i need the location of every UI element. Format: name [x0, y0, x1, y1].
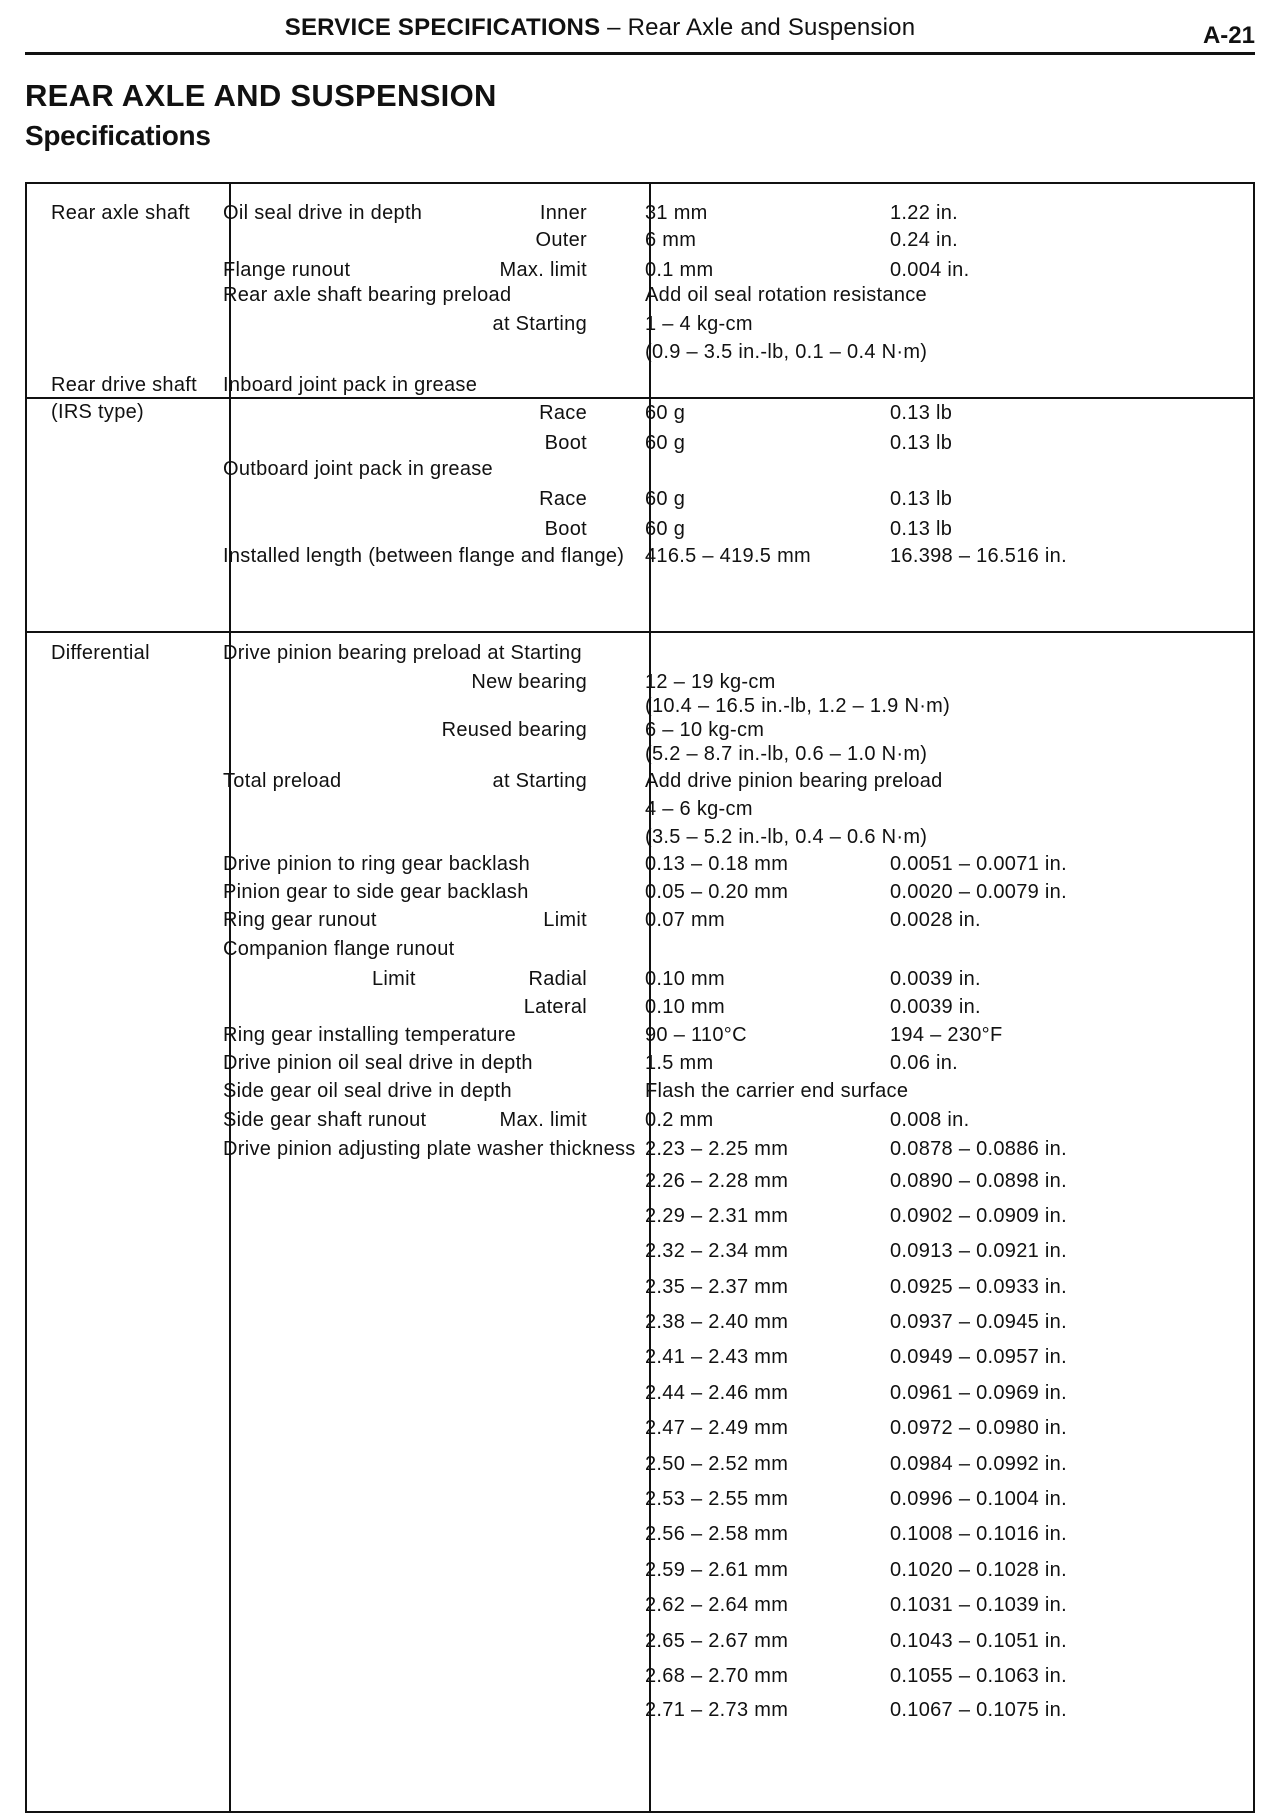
spec-item: Companion flange runout [223, 938, 455, 960]
metric-value: 2.44 – 2.46 mm [645, 1382, 789, 1404]
spec-qualifier: Lateral [523, 996, 587, 1018]
spec-item: Ring gear installing temperature [223, 1024, 517, 1046]
metric-value: (0.9 – 3.5 in.-lb, 0.1 – 0.4 N·m) [645, 341, 928, 363]
inch-value: 0.0039 in. [890, 996, 981, 1018]
group-name: Rear drive shaft [51, 374, 197, 396]
metric-value: (10.4 – 16.5 in.-lb, 1.2 – 1.9 N·m) [645, 695, 951, 717]
metric-value: 2.29 – 2.31 mm [645, 1205, 789, 1227]
metric-value: 0.1 mm [645, 259, 714, 281]
inch-value: 0.0996 – 0.1004 in. [890, 1488, 1067, 1510]
inch-value: 0.0961 – 0.0969 in. [890, 1382, 1067, 1404]
spec-item: Side gear shaft runout [223, 1109, 427, 1131]
spec-qualifier: Boot [544, 432, 587, 454]
spec-item: Pinion gear to side gear backlash [223, 881, 529, 903]
metric-value: 31 mm [645, 202, 708, 224]
metric-value: Flash the carrier end surface [645, 1080, 909, 1102]
inch-value: 0.1067 – 0.1075 in. [890, 1699, 1067, 1721]
spec-qualifier: Race [539, 402, 587, 424]
metric-value: 4 – 6 kg-cm [645, 798, 753, 820]
metric-value: 60 g [645, 488, 686, 510]
spec-item: Drive pinion to ring gear backlash [223, 853, 531, 875]
section-title: REAR AXLE AND SUSPENSION [25, 78, 497, 113]
group-divider [27, 631, 1253, 633]
metric-value: 0.07 mm [645, 909, 725, 931]
inch-value: 0.0972 – 0.0980 in. [890, 1417, 1067, 1439]
section-subtitle: Specifications [25, 120, 211, 151]
page-number: A-21 [1202, 22, 1255, 49]
metric-value: 2.53 – 2.55 mm [645, 1488, 789, 1510]
metric-value: 2.23 – 2.25 mm [645, 1138, 789, 1160]
spec-qualifier: Race [539, 488, 587, 510]
inch-value: 0.0890 – 0.0898 in. [890, 1170, 1067, 1192]
header-title [25, 14, 1175, 42]
spec-item: Drive pinion bearing preload at Starting [223, 642, 582, 664]
inch-value: 0.13 lb [890, 518, 953, 540]
spec-item: Drive pinion adjusting plate washer thickness [223, 1138, 636, 1160]
metric-value: 2.38 – 2.40 mm [645, 1311, 789, 1333]
spec-item: Rear axle shaft bearing preload [223, 284, 512, 306]
inch-value: 0.06 in. [890, 1052, 959, 1074]
spec-item: Flange runout [223, 259, 351, 281]
metric-value: 6 mm [645, 229, 697, 251]
metric-value: 90 – 110°C [645, 1024, 747, 1046]
spec-qualifier: Boot [544, 518, 587, 540]
metric-value: 2.68 – 2.70 mm [645, 1665, 789, 1687]
spec-qualifier: Max. limit [499, 259, 587, 281]
spec-item: Ring gear runout [223, 909, 377, 931]
inch-value: 0.0902 – 0.0909 in. [890, 1205, 1067, 1227]
metric-value: 0.10 mm [645, 996, 725, 1018]
spec-qualifier: Inner [539, 202, 587, 224]
metric-value: (5.2 – 8.7 in.-lb, 0.6 – 1.0 N·m) [645, 743, 928, 765]
metric-value: (3.5 – 5.2 in.-lb, 0.4 – 0.6 N·m) [645, 826, 928, 848]
metric-value: 2.35 – 2.37 mm [645, 1276, 789, 1298]
inch-value: 0.0039 in. [890, 968, 981, 990]
metric-value: 2.71 – 2.73 mm [645, 1699, 789, 1721]
inch-value: 0.0028 in. [890, 909, 981, 931]
spec-qualifier: New bearing [471, 671, 587, 693]
metric-value: 60 g [645, 402, 686, 424]
inch-value: 0.1043 – 0.1051 in. [890, 1630, 1067, 1652]
metric-value: 2.62 – 2.64 mm [645, 1594, 789, 1616]
metric-value: 6 – 10 kg-cm [645, 719, 765, 741]
metric-value: 416.5 – 419.5 mm [645, 545, 812, 567]
inch-value: 194 – 230°F [890, 1024, 1003, 1046]
inch-value: 1.22 in. [890, 202, 959, 224]
header-title-rest: – Rear Axle and Suspension [600, 14, 916, 41]
spec-item: Total preload [223, 770, 342, 792]
spec-item: Drive pinion oil seal drive in depth [223, 1052, 533, 1074]
inch-value: 0.0913 – 0.0921 in. [890, 1240, 1067, 1262]
inch-value: 0.13 lb [890, 402, 953, 424]
header-title-bold: SERVICE SPECIFICATIONS [284, 14, 601, 41]
inch-value: 0.008 in. [890, 1109, 970, 1131]
inch-value: 0.0984 – 0.0992 in. [890, 1453, 1067, 1475]
inch-value: 0.1055 – 0.1063 in. [890, 1665, 1067, 1687]
metric-value: Add oil seal rotation resistance [645, 284, 927, 306]
spec-sub-label: Limit [372, 968, 416, 990]
metric-value: 2.56 – 2.58 mm [645, 1523, 789, 1545]
spec-qualifier: Max. limit [499, 1109, 587, 1131]
metric-value: 0.05 – 0.20 mm [645, 881, 789, 903]
spec-qualifier: at Starting [492, 770, 587, 792]
inch-value: 0.1031 – 0.1039 in. [890, 1594, 1067, 1616]
spec-item: Inboard joint pack in grease [223, 374, 478, 396]
spec-item: Installed length (between flange and flange) [223, 545, 625, 567]
spec-table [25, 182, 1255, 1813]
spec-qualifier: Radial [528, 968, 587, 990]
spec-qualifier: Limit [543, 909, 587, 931]
metric-value: 2.32 – 2.34 mm [645, 1240, 789, 1262]
inch-value: 0.1020 – 0.1028 in. [890, 1559, 1067, 1581]
page-header [25, 0, 1255, 55]
group-name: Rear axle shaft [51, 202, 191, 224]
column-divider [229, 184, 231, 1811]
metric-value: 60 g [645, 518, 686, 540]
metric-value: 1.5 mm [645, 1052, 714, 1074]
inch-value: 0.0937 – 0.0945 in. [890, 1311, 1067, 1333]
group-name: (IRS type) [51, 401, 145, 423]
metric-value: 2.50 – 2.52 mm [645, 1453, 789, 1475]
spec-qualifier: Outer [535, 229, 587, 251]
metric-value: 2.47 – 2.49 mm [645, 1417, 789, 1439]
inch-value: 0.13 lb [890, 432, 953, 454]
spec-qualifier: at Starting [492, 313, 587, 335]
metric-value: 2.65 – 2.67 mm [645, 1630, 789, 1652]
inch-value: 0.13 lb [890, 488, 953, 510]
metric-value: 0.10 mm [645, 968, 725, 990]
metric-value: 0.13 – 0.18 mm [645, 853, 789, 875]
metric-value: 60 g [645, 432, 686, 454]
spec-item: Side gear oil seal drive in depth [223, 1080, 512, 1102]
inch-value: 0.0020 – 0.0079 in. [890, 881, 1067, 903]
metric-value: 12 – 19 kg-cm [645, 671, 776, 693]
metric-value: Add drive pinion bearing preload [645, 770, 943, 792]
inch-value: 0.0949 – 0.0957 in. [890, 1346, 1067, 1368]
inch-value: 0.004 in. [890, 259, 970, 281]
inch-value: 0.1008 – 0.1016 in. [890, 1523, 1067, 1545]
metric-value: 1 – 4 kg-cm [645, 313, 753, 335]
spec-item: Oil seal drive in depth [223, 202, 423, 224]
inch-value: 0.0051 – 0.0071 in. [890, 853, 1067, 875]
metric-value: 2.59 – 2.61 mm [645, 1559, 789, 1581]
spec-qualifier: Reused bearing [441, 719, 587, 741]
metric-value: 2.26 – 2.28 mm [645, 1170, 789, 1192]
spec-item: Outboard joint pack in grease [223, 458, 493, 480]
inch-value: 0.24 in. [890, 229, 959, 251]
metric-value: 0.2 mm [645, 1109, 714, 1131]
inch-value: 0.0925 – 0.0933 in. [890, 1276, 1067, 1298]
metric-value: 2.41 – 2.43 mm [645, 1346, 789, 1368]
inch-value: 0.0878 – 0.0886 in. [890, 1138, 1067, 1160]
group-divider [27, 397, 1253, 399]
inch-value: 16.398 – 16.516 in. [890, 545, 1067, 567]
group-name: Differential [51, 642, 150, 664]
